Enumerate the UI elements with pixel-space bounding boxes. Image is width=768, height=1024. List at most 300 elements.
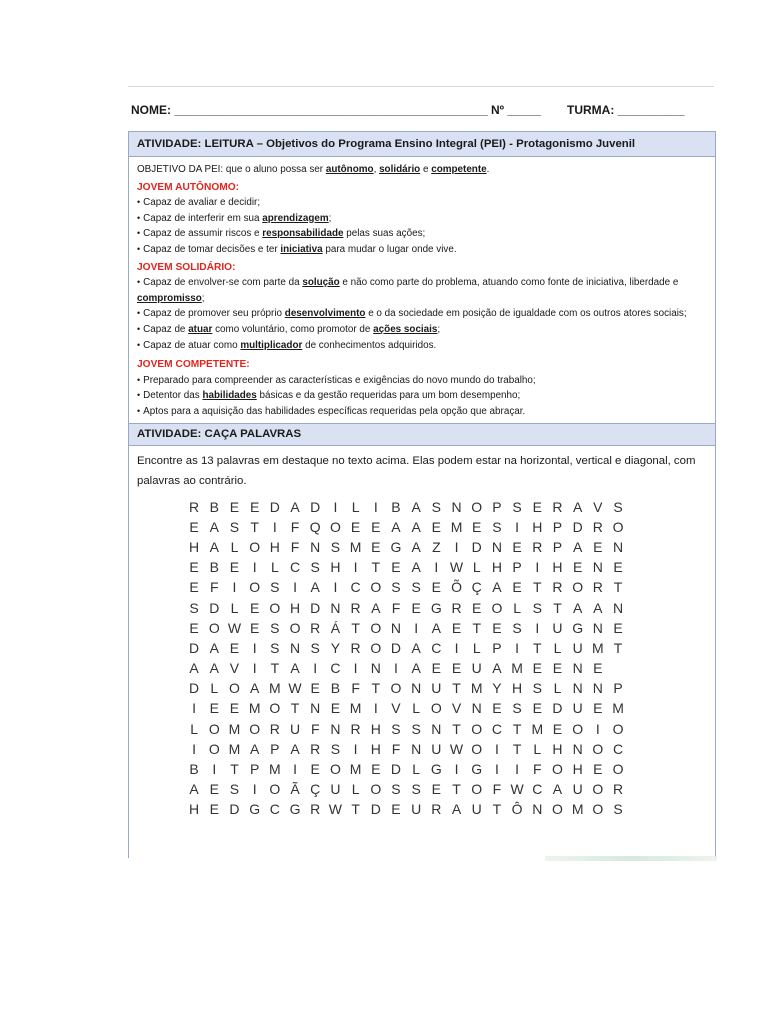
- grid-letter[interactable]: I: [212, 761, 217, 778]
- grid-letter[interactable]: A: [411, 518, 421, 535]
- grid-letter[interactable]: E: [310, 680, 320, 697]
- grid-letter[interactable]: S: [270, 619, 280, 636]
- grid-letter[interactable]: R: [350, 639, 361, 656]
- grid-letter[interactable]: L: [210, 680, 219, 697]
- grid-letter[interactable]: D: [189, 639, 200, 656]
- grid-letter[interactable]: L: [270, 559, 279, 576]
- grid-letter[interactable]: M: [228, 740, 241, 757]
- grid-letter[interactable]: O: [229, 680, 240, 697]
- grid-letter[interactable]: W: [328, 801, 343, 818]
- grid-letter[interactable]: V: [593, 498, 603, 515]
- grid-letter[interactable]: N: [612, 599, 624, 616]
- grid-letter[interactable]: A: [492, 660, 502, 677]
- grid-letter[interactable]: F: [210, 579, 219, 596]
- grid-letter[interactable]: G: [289, 801, 301, 818]
- grid-letter[interactable]: H: [552, 740, 563, 757]
- grid-letter[interactable]: C: [289, 559, 301, 576]
- grid-letter[interactable]: F: [310, 720, 320, 737]
- grid-letter[interactable]: O: [249, 538, 261, 555]
- grid-letter[interactable]: M: [531, 720, 544, 737]
- grid-letter[interactable]: N: [431, 720, 442, 737]
- grid-letter[interactable]: Q: [309, 518, 321, 535]
- grid-letter[interactable]: O: [491, 599, 503, 616]
- grid-letter[interactable]: A: [552, 781, 563, 798]
- grid-letter[interactable]: H: [330, 559, 341, 576]
- grid-letter[interactable]: H: [289, 599, 301, 616]
- grid-letter[interactable]: T: [492, 801, 502, 818]
- grid-letter[interactable]: O: [572, 720, 584, 737]
- grid-letter[interactable]: D: [269, 498, 280, 515]
- grid-letter[interactable]: Z: [432, 538, 441, 555]
- grid-letter[interactable]: I: [535, 619, 540, 636]
- grid-letter[interactable]: E: [431, 579, 442, 596]
- grid-letter[interactable]: E: [532, 700, 542, 717]
- grid-letter[interactable]: H: [269, 538, 280, 555]
- grid-letter[interactable]: T: [351, 801, 360, 818]
- grid-letter[interactable]: T: [533, 639, 542, 656]
- grid-letter[interactable]: N: [370, 660, 381, 677]
- grid-letter[interactable]: E: [431, 518, 442, 535]
- grid-letter[interactable]: A: [209, 538, 219, 555]
- grid-letter[interactable]: A: [411, 559, 421, 576]
- grid-letter[interactable]: O: [208, 740, 220, 757]
- grid-letter[interactable]: N: [532, 801, 543, 818]
- grid-letter[interactable]: E: [189, 579, 199, 596]
- grid-letter[interactable]: E: [613, 619, 623, 636]
- grid-letter[interactable]: A: [310, 579, 320, 596]
- grid-letter[interactable]: R: [532, 538, 543, 555]
- grid-letter[interactable]: I: [394, 660, 398, 677]
- grid-letter[interactable]: O: [471, 781, 483, 798]
- grid-letter[interactable]: O: [592, 781, 604, 798]
- grid-letter[interactable]: L: [553, 680, 562, 697]
- grid-letter[interactable]: R: [310, 619, 321, 636]
- turma-field[interactable]: TURMA: __________: [567, 103, 685, 117]
- grid-letter[interactable]: N: [592, 559, 603, 576]
- grid-letter[interactable]: E: [189, 518, 199, 535]
- grid-letter[interactable]: T: [452, 720, 461, 737]
- grid-letter[interactable]: E: [472, 518, 482, 535]
- grid-letter[interactable]: S: [189, 599, 199, 616]
- grid-letter[interactable]: E: [451, 619, 462, 636]
- grid-letter[interactable]: A: [290, 660, 300, 677]
- grid-letter[interactable]: A: [411, 660, 421, 677]
- grid-letter[interactable]: I: [373, 498, 378, 515]
- grid-letter[interactable]: N: [330, 599, 341, 616]
- grid-letter[interactable]: I: [494, 761, 499, 778]
- grid-letter[interactable]: R: [552, 579, 563, 596]
- grid-letter[interactable]: E: [229, 498, 240, 515]
- grid-letter[interactable]: E: [451, 660, 462, 677]
- grid-letter[interactable]: O: [329, 761, 341, 778]
- grid-letter[interactable]: N: [612, 538, 624, 555]
- grid-letter[interactable]: G: [249, 801, 261, 818]
- grid-letter[interactable]: O: [592, 740, 604, 757]
- grid-letter[interactable]: T: [533, 579, 542, 596]
- grid-letter[interactable]: I: [252, 660, 257, 677]
- grid-letter[interactable]: E: [310, 761, 320, 778]
- grid-letter[interactable]: S: [270, 639, 280, 656]
- grid-letter[interactable]: O: [592, 801, 604, 818]
- grid-letter[interactable]: E: [512, 538, 522, 555]
- grid-letter[interactable]: O: [612, 720, 624, 737]
- grid-letter[interactable]: T: [371, 559, 381, 576]
- grid-letter[interactable]: E: [431, 660, 442, 677]
- grid-letter[interactable]: I: [293, 761, 297, 778]
- grid-letter[interactable]: G: [430, 599, 442, 616]
- grid-letter[interactable]: N: [471, 700, 482, 717]
- grid-letter[interactable]: D: [310, 599, 321, 616]
- grid-letter[interactable]: L: [351, 781, 360, 798]
- grid-letter[interactable]: F: [391, 740, 401, 757]
- grid-letter[interactable]: C: [330, 660, 341, 677]
- grid-letter[interactable]: S: [613, 801, 623, 818]
- grid-letter[interactable]: P: [492, 639, 502, 656]
- grid-letter[interactable]: C: [431, 639, 442, 656]
- grid-letter[interactable]: I: [333, 498, 338, 515]
- grid-letter[interactable]: I: [313, 660, 318, 677]
- grid-letter[interactable]: S: [431, 498, 442, 515]
- grid-letter[interactable]: A: [209, 639, 219, 656]
- grid-letter[interactable]: Á: [330, 619, 341, 636]
- grid-letter[interactable]: T: [290, 700, 300, 717]
- grid-letter[interactable]: N: [289, 639, 301, 656]
- grid-letter[interactable]: I: [192, 740, 197, 757]
- grid-letter[interactable]: O: [430, 700, 442, 717]
- grid-letter[interactable]: S: [391, 781, 401, 798]
- grid-letter[interactable]: I: [414, 619, 419, 636]
- grid-letter[interactable]: R: [269, 720, 280, 737]
- grid-letter[interactable]: U: [572, 700, 583, 717]
- grid-letter[interactable]: A: [209, 518, 219, 535]
- grid-letter[interactable]: W: [227, 619, 242, 636]
- grid-letter[interactable]: E: [552, 660, 563, 677]
- grid-letter[interactable]: R: [612, 781, 624, 798]
- grid-letter[interactable]: A: [593, 599, 603, 616]
- grid-letter[interactable]: I: [454, 639, 459, 656]
- grid-letter[interactable]: E: [532, 660, 542, 677]
- grid-letter[interactable]: A: [411, 538, 421, 555]
- grid-letter[interactable]: I: [192, 700, 197, 717]
- grid-letter[interactable]: A: [249, 740, 260, 757]
- grid-letter[interactable]: O: [269, 781, 281, 798]
- grid-letter[interactable]: P: [492, 498, 502, 515]
- grid-letter[interactable]: W: [449, 740, 464, 757]
- grid-letter[interactable]: O: [329, 518, 341, 535]
- grid-letter[interactable]: E: [249, 619, 260, 636]
- grid-letter[interactable]: T: [270, 660, 280, 677]
- grid-letter[interactable]: S: [229, 518, 240, 535]
- grid-letter[interactable]: A: [451, 801, 462, 818]
- grid-letter[interactable]: M: [269, 680, 281, 697]
- grid-letter[interactable]: M: [612, 700, 624, 717]
- grid-letter[interactable]: E: [229, 559, 240, 576]
- grid-letter[interactable]: A: [492, 579, 502, 596]
- grid-letter[interactable]: I: [454, 761, 459, 778]
- grid-letter[interactable]: B: [209, 559, 219, 576]
- grid-letter[interactable]: R: [451, 599, 462, 616]
- grid-letter[interactable]: I: [515, 761, 520, 778]
- grid-letter[interactable]: D: [370, 801, 381, 818]
- grid-letter[interactable]: U: [411, 801, 422, 818]
- grid-letter[interactable]: E: [593, 660, 603, 677]
- grid-letter[interactable]: L: [230, 538, 239, 555]
- grid-letter[interactable]: N: [310, 538, 321, 555]
- grid-letter[interactable]: R: [592, 518, 603, 535]
- grid-letter[interactable]: T: [351, 619, 360, 636]
- grid-letter[interactable]: E: [492, 700, 502, 717]
- grid-letter[interactable]: A: [572, 538, 583, 555]
- grid-letter[interactable]: V: [451, 700, 462, 717]
- grid-letter[interactable]: N: [411, 740, 422, 757]
- grid-letter[interactable]: S: [270, 579, 280, 596]
- grid-letter[interactable]: G: [430, 761, 442, 778]
- grid-letter[interactable]: S: [411, 720, 421, 737]
- grid-letter[interactable]: L: [472, 639, 481, 656]
- grid-letter[interactable]: I: [515, 639, 520, 656]
- grid-letter[interactable]: T: [472, 619, 481, 636]
- grid-letter[interactable]: S: [411, 781, 421, 798]
- grid-letter[interactable]: G: [390, 538, 402, 555]
- grid-letter[interactable]: R: [350, 599, 361, 616]
- grid-letter[interactable]: P: [512, 559, 522, 576]
- grid-letter[interactable]: I: [353, 660, 358, 677]
- grid-letter[interactable]: M: [248, 700, 261, 717]
- grid-letter[interactable]: I: [353, 559, 358, 576]
- grid-letter[interactable]: A: [431, 619, 442, 636]
- grid-letter[interactable]: O: [552, 761, 563, 778]
- grid-letter[interactable]: T: [250, 518, 259, 535]
- grid-letter[interactable]: N: [592, 619, 603, 636]
- grid-letter[interactable]: D: [552, 700, 563, 717]
- grid-letter[interactable]: N: [411, 680, 422, 697]
- grid-letter[interactable]: P: [270, 740, 280, 757]
- grid-letter[interactable]: O: [471, 740, 483, 757]
- grid-letter[interactable]: D: [229, 801, 240, 818]
- grid-letter[interactable]: I: [373, 700, 378, 717]
- grid-letter[interactable]: L: [412, 761, 421, 778]
- grid-letter[interactable]: T: [613, 639, 623, 656]
- grid-letter[interactable]: I: [595, 720, 600, 737]
- grid-letter[interactable]: E: [492, 619, 502, 636]
- grid-letter[interactable]: E: [371, 761, 381, 778]
- numero-field[interactable]: Nº _____: [491, 103, 541, 117]
- grid-letter[interactable]: U: [289, 720, 301, 737]
- grid-letter[interactable]: A: [411, 639, 421, 656]
- grid-letter[interactable]: W: [288, 680, 302, 697]
- grid-letter[interactable]: C: [491, 720, 502, 737]
- grid-letter[interactable]: E: [249, 498, 260, 515]
- grid-letter[interactable]: R: [431, 801, 442, 818]
- grid-letter[interactable]: N: [572, 660, 583, 677]
- grid-letter[interactable]: M: [511, 660, 523, 677]
- grid-letter[interactable]: L: [351, 498, 360, 515]
- grid-letter[interactable]: M: [269, 761, 281, 778]
- grid-letter[interactable]: S: [512, 700, 522, 717]
- grid-letter[interactable]: L: [412, 700, 421, 717]
- grid-letter[interactable]: E: [613, 559, 623, 576]
- grid-letter[interactable]: A: [572, 498, 583, 515]
- grid-letter[interactable]: S: [512, 619, 522, 636]
- grid-letter[interactable]: M: [571, 801, 584, 818]
- grid-letter[interactable]: N: [390, 619, 402, 636]
- grid-letter[interactable]: U: [572, 639, 583, 656]
- grid-letter[interactable]: D: [390, 639, 402, 656]
- grid-letter[interactable]: H: [572, 761, 583, 778]
- grid-letter[interactable]: W: [449, 559, 464, 576]
- grid-letter[interactable]: D: [310, 498, 321, 515]
- grid-letter[interactable]: O: [249, 579, 261, 596]
- grid-letter[interactable]: E: [391, 559, 401, 576]
- grid-letter[interactable]: O: [471, 720, 483, 737]
- grid-letter[interactable]: G: [471, 761, 483, 778]
- grid-letter[interactable]: A: [290, 740, 300, 757]
- grid-letter[interactable]: E: [593, 761, 603, 778]
- grid-letter[interactable]: P: [552, 518, 563, 535]
- grid-letter[interactable]: T: [452, 781, 461, 798]
- grid-letter[interactable]: E: [411, 599, 421, 616]
- grid-letter[interactable]: U: [330, 781, 341, 798]
- grid-letter[interactable]: O: [572, 579, 584, 596]
- grid-letter[interactable]: E: [593, 538, 603, 555]
- grid-letter[interactable]: I: [252, 559, 257, 576]
- grid-letter[interactable]: E: [209, 781, 219, 798]
- grid-letter[interactable]: E: [249, 599, 260, 616]
- grid-letter[interactable]: I: [434, 559, 439, 576]
- grid-letter[interactable]: F: [290, 538, 300, 555]
- grid-letter[interactable]: R: [552, 498, 563, 515]
- grid-letter[interactable]: E: [371, 538, 381, 555]
- grid-letter[interactable]: I: [272, 518, 277, 535]
- grid-letter[interactable]: H: [189, 538, 200, 555]
- grid-letter[interactable]: C: [350, 579, 361, 596]
- grid-letter[interactable]: E: [229, 639, 240, 656]
- grid-letter[interactable]: H: [552, 559, 563, 576]
- grid-letter[interactable]: A: [189, 781, 199, 798]
- grid-letter[interactable]: Ç: [310, 781, 321, 798]
- grid-letter[interactable]: A: [249, 680, 260, 697]
- grid-letter[interactable]: I: [232, 579, 237, 596]
- grid-letter[interactable]: A: [209, 660, 219, 677]
- grid-letter[interactable]: O: [612, 761, 624, 778]
- grid-letter[interactable]: D: [390, 761, 402, 778]
- grid-letter[interactable]: L: [190, 720, 198, 737]
- grid-letter[interactable]: U: [552, 619, 563, 636]
- grid-letter[interactable]: D: [189, 680, 200, 697]
- grid-letter[interactable]: S: [532, 680, 542, 697]
- grid-letter[interactable]: U: [471, 660, 482, 677]
- grid-letter[interactable]: E: [350, 518, 361, 535]
- grid-letter[interactable]: H: [512, 680, 523, 697]
- grid-letter[interactable]: S: [613, 498, 623, 515]
- grid-letter[interactable]: A: [290, 498, 300, 515]
- grid-letter[interactable]: F: [492, 781, 502, 798]
- grid-letter[interactable]: O: [208, 619, 220, 636]
- grid-letter[interactable]: D: [471, 538, 482, 555]
- grid-letter[interactable]: H: [189, 801, 200, 818]
- grid-letter[interactable]: N: [572, 740, 583, 757]
- grid-letter[interactable]: S: [532, 599, 542, 616]
- grid-letter[interactable]: H: [532, 518, 543, 535]
- grid-letter[interactable]: E: [431, 781, 442, 798]
- grid-letter[interactable]: I: [353, 740, 358, 757]
- grid-letter[interactable]: F: [391, 599, 401, 616]
- grid-letter[interactable]: T: [512, 740, 522, 757]
- grid-letter[interactable]: U: [471, 801, 482, 818]
- grid-letter[interactable]: E: [593, 700, 603, 717]
- grid-letter[interactable]: I: [494, 740, 499, 757]
- grid-letter[interactable]: O: [208, 720, 220, 737]
- grid-letter[interactable]: M: [592, 639, 604, 656]
- grid-letter[interactable]: D: [209, 599, 220, 616]
- grid-letter[interactable]: B: [330, 680, 341, 697]
- grid-letter[interactable]: C: [612, 740, 624, 757]
- grid-letter[interactable]: W: [510, 781, 524, 798]
- grid-letter[interactable]: N: [572, 680, 583, 697]
- grid-letter[interactable]: O: [249, 720, 261, 737]
- grid-letter[interactable]: C: [269, 801, 280, 818]
- grid-letter[interactable]: L: [230, 599, 239, 616]
- grid-letter[interactable]: I: [252, 781, 257, 798]
- grid-letter[interactable]: I: [454, 538, 459, 555]
- grid-letter[interactable]: E: [189, 619, 199, 636]
- grid-letter[interactable]: T: [452, 680, 461, 697]
- grid-letter[interactable]: S: [310, 639, 320, 656]
- grid-letter[interactable]: S: [512, 498, 522, 515]
- grid-letter[interactable]: F: [351, 680, 360, 697]
- grid-letter[interactable]: M: [349, 538, 362, 555]
- grid-letter[interactable]: S: [229, 781, 240, 798]
- grid-letter[interactable]: L: [533, 740, 542, 757]
- grid-letter[interactable]: M: [349, 700, 362, 717]
- grid-letter[interactable]: O: [552, 801, 563, 818]
- grid-letter[interactable]: Ô: [511, 801, 523, 818]
- grid-letter[interactable]: I: [535, 559, 540, 576]
- grid-letter[interactable]: O: [612, 518, 624, 535]
- grid-letter[interactable]: T: [613, 579, 623, 596]
- grid-letter[interactable]: S: [492, 518, 502, 535]
- grid-letter[interactable]: N: [491, 538, 502, 555]
- grid-letter[interactable]: M: [349, 761, 362, 778]
- grid-letter[interactable]: Ã: [290, 781, 300, 798]
- grid-letter[interactable]: R: [189, 498, 200, 515]
- grid-letter[interactable]: E: [472, 599, 482, 616]
- grid-letter[interactable]: E: [209, 801, 219, 818]
- grid-letter[interactable]: P: [249, 761, 260, 778]
- grid-letter[interactable]: B: [391, 498, 401, 515]
- grid-letter[interactable]: A: [572, 599, 583, 616]
- grid-letter[interactable]: U: [572, 781, 583, 798]
- grid-letter[interactable]: I: [515, 518, 520, 535]
- grid-letter[interactable]: L: [553, 639, 562, 656]
- grid-letter[interactable]: E: [572, 559, 583, 576]
- grid-letter[interactable]: C: [532, 781, 543, 798]
- grid-letter[interactable]: H: [370, 740, 381, 757]
- grid-letter[interactable]: N: [330, 720, 341, 737]
- grid-letter[interactable]: U: [431, 680, 442, 697]
- grid-letter[interactable]: N: [451, 498, 462, 515]
- grid-letter[interactable]: F: [290, 518, 300, 535]
- grid-letter[interactable]: E: [391, 801, 401, 818]
- grid-letter[interactable]: O: [269, 700, 281, 717]
- grid-letter[interactable]: T: [371, 680, 381, 697]
- grid-letter[interactable]: A: [411, 498, 421, 515]
- grid-letter[interactable]: Y: [330, 639, 341, 656]
- grid-letter[interactable]: S: [391, 720, 401, 737]
- grid-letter[interactable]: N: [310, 700, 321, 717]
- grid-letter[interactable]: M: [450, 518, 463, 535]
- grid-letter[interactable]: S: [330, 538, 341, 555]
